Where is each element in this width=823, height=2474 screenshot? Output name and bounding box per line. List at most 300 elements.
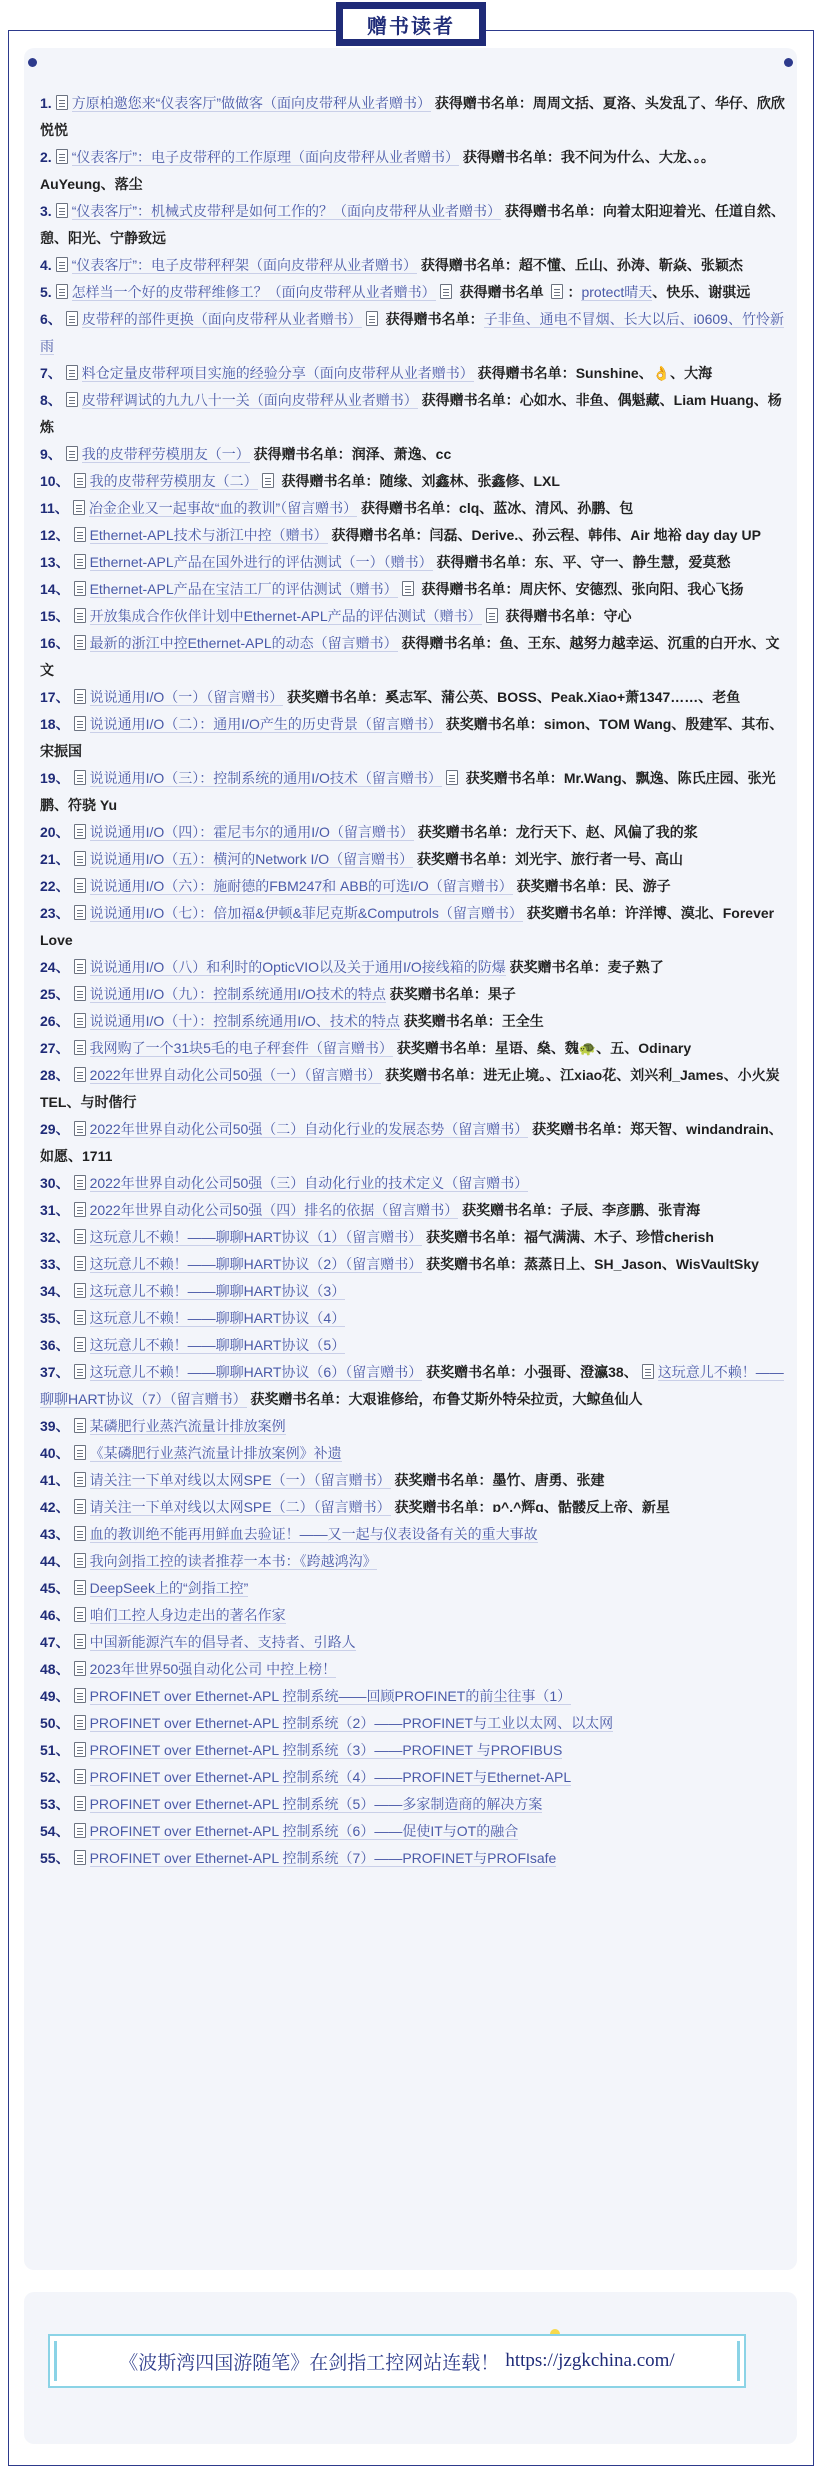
- document-icon: [74, 851, 86, 866]
- document-icon: [74, 1418, 86, 1433]
- list-item: [40, 1278, 787, 1305]
- list-item: [40, 1521, 787, 1548]
- winner-names: 王全生: [501, 1013, 544, 1029]
- list-item: [40, 1656, 787, 1683]
- list-item: [40, 441, 787, 468]
- item-number: 36、: [40, 1337, 70, 1353]
- list-item: [40, 603, 787, 630]
- item-number: 34、: [40, 1283, 70, 1299]
- document-icon: [446, 770, 458, 785]
- item-number: 46、: [40, 1607, 70, 1623]
- article-link[interactable]: 说说通用I/O（三）：控制系统的通用I/O技术（留言赠书）: [89, 770, 442, 786]
- article-link[interactable]: 血的教训绝不能再用鲜血去验证！——又一起与仪表设备有关的重大事故: [89, 1526, 538, 1542]
- winner-names: 刘光宇、旅行者一号、高山: [515, 851, 684, 867]
- list-item: [40, 1440, 787, 1467]
- item-number: 43、: [40, 1526, 70, 1542]
- winner-names: 、快乐、谢骐远: [652, 284, 751, 300]
- winner-names: 民、游子: [614, 878, 671, 894]
- item-number: 28、: [40, 1067, 70, 1083]
- winner-names: 周周文括、夏洛、头发乱了、华仔、欣欣悦悦: [40, 95, 785, 138]
- item-number: 49、: [40, 1688, 70, 1704]
- document-icon: [74, 1040, 86, 1055]
- winner-names: 周庆怀、安德烈、张向阳、我心飞扬: [519, 581, 744, 597]
- item-number: 12、: [40, 527, 70, 543]
- document-icon: [74, 1256, 86, 1271]
- document-icon: [74, 581, 86, 596]
- article-link[interactable]: 2022年世界自动化公司50强（二）自动化行业的发展态势（留言赠书）: [89, 1121, 529, 1137]
- reader-list-panel: [24, 48, 797, 2270]
- list-item: [40, 1710, 787, 1737]
- winner-names: 进无止境。、江xiao花、刘兴利_James、小火炭TEL、与时偕行: [40, 1067, 780, 1110]
- article-link[interactable]: PROFINET over Ethernet-APL 控制系统——回顾PROFINET的前尘往事（1）: [89, 1688, 572, 1704]
- article-link[interactable]: 2023年世界50强自动化公司 中控上榜！: [89, 1661, 337, 1677]
- list-item: [40, 630, 787, 684]
- list-item: [40, 765, 787, 819]
- winner-names: 星语、燊、魏🐢、五、Odinary: [494, 1040, 692, 1056]
- document-icon: [74, 1769, 86, 1784]
- article-link[interactable]: 我的皮带秤劳模朋友（一）: [81, 446, 250, 462]
- list-item: [40, 1359, 787, 1413]
- list-item: [40, 1305, 787, 1332]
- winner-names: Sunshine、👌、大海: [575, 365, 713, 381]
- article-link[interactable]: 说说通用I/O（六）：施耐德的FBM247和 ABB的可选I/O（留言赠书）: [89, 878, 513, 894]
- document-icon: [74, 1310, 86, 1325]
- list-item: [40, 684, 787, 711]
- item-number: 24、: [40, 959, 70, 975]
- winner-names: 小强哥、澄瀛38、: [524, 1364, 638, 1380]
- document-icon: [56, 284, 68, 299]
- winners-label: 获奖赠书名单：: [413, 851, 516, 867]
- article-link[interactable]: 咱们工控人身边走出的著名作家: [89, 1607, 286, 1623]
- list-item: [40, 1413, 787, 1440]
- item-number: 1.: [40, 95, 52, 111]
- winners-label: 获奖赠书名单：: [522, 905, 625, 921]
- article-link[interactable]: 说说通用I/O（五）：横河的Network I/O（留言赠书）: [89, 851, 414, 867]
- winners-label: ：: [567, 284, 582, 300]
- article-link[interactable]: Ethernet-APL产品在宝洁工厂的评估测试（赠书）: [89, 581, 398, 597]
- winners-label: 获得赠书名单：: [501, 203, 603, 219]
- winners-label: 获奖赠书名单：: [399, 1013, 502, 1029]
- document-icon: [74, 689, 86, 704]
- list-item: [40, 1224, 787, 1251]
- document-icon: [74, 635, 86, 650]
- document-icon: [486, 608, 498, 623]
- list-item: [40, 954, 787, 981]
- item-number: 48、: [40, 1661, 70, 1677]
- article-link[interactable]: 冶金企业又一起事故“血的教训”（留言赠书）: [88, 500, 358, 516]
- winners-label: 获奖赠书名单：: [422, 1229, 525, 1245]
- item-number: 52、: [40, 1769, 70, 1785]
- winners-label: 获得赠书名单：: [277, 473, 380, 489]
- article-link[interactable]: protect晴天: [581, 284, 653, 300]
- article-link[interactable]: PROFINET over Ethernet-APL 控制系统（7）——PROFINET与PROFIsafe: [89, 1850, 557, 1866]
- document-icon: [74, 1472, 86, 1487]
- winners-label: 获奖赠书名单：: [461, 770, 564, 786]
- item-number: 32、: [40, 1229, 70, 1245]
- list-item: [40, 576, 787, 603]
- document-icon: [74, 473, 86, 488]
- article-link[interactable]: 开放集成合作伙伴计划中Ethernet-APL产品的评估测试（赠书）: [89, 608, 482, 624]
- item-number: 35、: [40, 1310, 70, 1326]
- winner-names: 郑天智、windandrain、如愿、1711: [40, 1121, 783, 1164]
- item-number: 10、: [40, 473, 70, 489]
- winners-label: 获奖赠书名单：: [528, 1121, 631, 1137]
- list-item: [40, 1332, 787, 1359]
- item-number: 8、: [40, 392, 62, 408]
- article-link[interactable]: 说说通用I/O（一）（留言赠书）: [89, 689, 284, 705]
- list-item: [40, 1494, 787, 1521]
- winners-label: 获得赠书名单：: [501, 608, 604, 624]
- document-icon: [74, 1445, 86, 1460]
- article-link[interactable]: Ethernet-APL技术与浙江中控（赠书）: [89, 527, 328, 543]
- document-icon: [56, 203, 68, 218]
- article-link[interactable]: 皮带秤调试的九九八十一关（面向皮带秤从业者赠书）: [81, 392, 418, 408]
- article-link[interactable]: 方原柏邀您来“仪表客厅”做做客（面向皮带秤从业者赠书）: [71, 95, 432, 111]
- item-number: 19、: [40, 770, 70, 786]
- winners-label: 获得赠书名单：: [432, 554, 535, 570]
- document-icon: [74, 1742, 86, 1757]
- article-link[interactable]: “仪表客厅”：电子皮带秤秤架（面向皮带秤从业者赠书）: [71, 257, 418, 273]
- article-link[interactable]: 这玩意儿不赖！——聊聊HART协议（2）（留言赠书）: [89, 1256, 423, 1272]
- list-item: [40, 306, 787, 360]
- document-icon: [74, 1067, 86, 1082]
- item-number: 29、: [40, 1121, 70, 1137]
- article-link[interactable]: PROFINET over Ethernet-APL 控制系统（3）——PROFINET 与PROFIBUS: [89, 1742, 563, 1758]
- winner-names: 蒸蒸日上、SH_Jason、WisVaultSky: [524, 1256, 759, 1272]
- item-number: 27、: [40, 1040, 70, 1056]
- list-item: [40, 495, 787, 522]
- list-item: [40, 900, 787, 954]
- document-icon: [74, 608, 86, 623]
- footer-banner[interactable]: [48, 2334, 746, 2388]
- document-icon: [74, 1553, 86, 1568]
- list-item: [40, 1818, 787, 1845]
- winners-label: 获奖赠书名单：: [422, 1364, 525, 1380]
- winner-names: 东、平、守一、静生慧，爱莫愁: [534, 554, 731, 570]
- document-icon: [74, 1121, 86, 1136]
- document-icon: [74, 554, 86, 569]
- document-icon: [74, 716, 86, 731]
- item-number: 16、: [40, 635, 70, 651]
- document-icon: [74, 1634, 86, 1649]
- article-link[interactable]: Ethernet-APL产品在国外进行的评估测试（一）（赠书）: [89, 554, 433, 570]
- title-tab: [336, 2, 486, 46]
- list-item: [40, 819, 787, 846]
- article-link[interactable]: 说说通用I/O（九）：控制系统通用I/O技术的特点: [89, 986, 386, 1002]
- document-icon: [366, 311, 378, 326]
- list-item: [40, 1764, 787, 1791]
- document-icon: [402, 581, 414, 596]
- list-item: [40, 1575, 787, 1602]
- winners-label: 获得赠书名单：: [417, 581, 520, 597]
- document-icon: [56, 95, 68, 110]
- item-number: 44、: [40, 1553, 70, 1569]
- article-link[interactable]: PROFINET over Ethernet-APL 控制系统（2）——PROFINET与工业以太网、以太网: [89, 1715, 614, 1731]
- winners-label: 获奖赠书名单：: [246, 1391, 349, 1407]
- document-icon: [74, 1202, 86, 1217]
- winner-names: 墨竹、唐勇、张建: [492, 1472, 605, 1488]
- winners-label: 获奖赠书名单：: [283, 689, 386, 705]
- document-icon: [74, 1580, 86, 1595]
- item-number: 50、: [40, 1715, 70, 1731]
- list-item: [40, 846, 787, 873]
- item-number: 45、: [40, 1580, 70, 1596]
- item-number: 47、: [40, 1634, 70, 1650]
- winner-names: 果子: [487, 986, 516, 1002]
- article-link[interactable]: PROFINET over Ethernet-APL 控制系统（5）——多家制造商的解决方案: [89, 1796, 543, 1812]
- list-item: [40, 1737, 787, 1764]
- winners-label: 获奖赠书名单：: [512, 878, 615, 894]
- item-number: 26、: [40, 1013, 70, 1029]
- document-icon: [66, 365, 78, 380]
- list-item: [40, 1629, 787, 1656]
- list-item: [40, 1008, 787, 1035]
- document-icon: [66, 446, 78, 461]
- article-link[interactable]: 最新的浙江中控Ethernet-APL的动态（留言赠书）: [89, 635, 398, 651]
- document-icon: [56, 149, 68, 164]
- article-link[interactable]: 这玩意儿不赖！——聊聊HART协议（5）: [89, 1337, 346, 1353]
- article-link[interactable]: 请关注一下单对线以太网SPE（一）（留言赠书）: [89, 1472, 391, 1488]
- winner-names: Mr.Wang、飘逸、陈氏庄园、张光鹏、符骁 Yu: [40, 770, 776, 813]
- article-link[interactable]: 说说通用I/O（八）和利时的OpticVIO以及关于通用I/O接线箱的防爆: [89, 959, 506, 975]
- item-number: 54、: [40, 1823, 70, 1839]
- list-item: [40, 468, 787, 495]
- article-link[interactable]: 说说通用I/O（四）：霍尼韦尔的通用I/O（留言赠书）: [89, 824, 414, 840]
- winners-label: 获奖赠书名单：: [458, 1202, 561, 1218]
- winners-label: 获奖赠书名单：: [392, 1040, 495, 1056]
- document-icon: [74, 1688, 86, 1703]
- page-title: 赠书读者: [342, 8, 480, 40]
- article-link[interactable]: 这玩意儿不赖！——聊聊HART协议（6）（留言赠书）: [89, 1364, 423, 1380]
- item-number: 17、: [40, 689, 70, 705]
- document-icon: [66, 392, 78, 407]
- winner-names: ɒ^.^辉ɑ、骷髅反上帝、新星: [492, 1499, 670, 1515]
- list-item: [40, 873, 787, 900]
- document-icon: [74, 1850, 86, 1865]
- item-number: 3.: [40, 203, 52, 219]
- winners-label: 获得赠书名单：: [327, 527, 430, 543]
- document-icon: [74, 1796, 86, 1811]
- article-link[interactable]: 请关注一下单对线以太网SPE（二）（留言赠书）: [89, 1499, 391, 1515]
- item-number: 37、: [40, 1364, 70, 1380]
- winners-label: 获奖赠书名单：: [390, 1499, 493, 1515]
- article-link[interactable]: 某磷肥行业蒸汽流量计排放案例: [89, 1418, 286, 1434]
- item-number: 41、: [40, 1472, 70, 1488]
- item-number: 14、: [40, 581, 70, 597]
- article-link[interactable]: 这玩意儿不赖！——聊聊HART协议（1）（留言赠书）: [89, 1229, 423, 1245]
- list-item: [40, 1116, 787, 1170]
- list-item: [40, 90, 787, 144]
- item-number: 53、: [40, 1796, 70, 1812]
- article-link[interactable]: 皮带秤的部件更换（面向皮带秤从业者赠书）: [81, 311, 362, 327]
- article-link[interactable]: 这玩意儿不赖！——聊聊HART协议（3）: [89, 1283, 346, 1299]
- document-icon: [440, 284, 452, 299]
- list-item: [40, 198, 787, 252]
- article-link[interactable]: 中国新能源汽车的倡导者、支持者、引路人: [89, 1634, 356, 1650]
- article-link[interactable]: 这玩意儿不赖！——聊聊HART协议（7）（留言赠书）: [40, 1364, 784, 1407]
- winners-label: 获得赠书名单：: [417, 257, 519, 273]
- corner-dot: [28, 58, 37, 67]
- article-link[interactable]: 我的皮带秤劳模朋友（二）: [89, 473, 258, 489]
- winners-label: 获得赠书名单：: [473, 365, 576, 381]
- article-link[interactable]: “仪表客厅”：机械式皮带秤是如何工作的？（面向皮带秤从业者赠书）: [71, 203, 502, 219]
- footer-text: 《波斯湾四国游随笔》在剑指工控网站连载！: [119, 2352, 500, 2374]
- document-icon: [74, 959, 86, 974]
- item-number: 23、: [40, 905, 70, 921]
- winner-names: 龙行天下、赵、风偏了我的浆: [515, 824, 698, 840]
- document-icon: [66, 311, 78, 326]
- list-item: [40, 1197, 787, 1224]
- winner-names: 心如水、非鱼、偶魁藏、Liam Huang、杨炼: [40, 392, 782, 435]
- winner-names: 大艰谁修给，布鲁艾斯外特朵拉贡，大鲸鱼仙人: [348, 1391, 643, 1407]
- article-link[interactable]: 2022年世界自动化公司50强（四）排名的依据（留言赠书）: [89, 1202, 459, 1218]
- winners-label: 获得赠书名单：: [381, 311, 484, 327]
- winner-names: 随缘、刘鑫林、张鑫修、LXL: [379, 473, 560, 489]
- winner-names: 福气满满、木子、珍惜cherish: [524, 1229, 714, 1245]
- document-icon: [74, 1499, 86, 1514]
- document-icon: [74, 1526, 86, 1541]
- list-item: [40, 279, 787, 306]
- article-link[interactable]: 《某磷肥行业蒸汽流量计排放案例》补遗: [89, 1445, 342, 1461]
- item-number: 18、: [40, 716, 70, 732]
- winner-names: 奚志军、蒲公英、BOSS、Peak.Xiao+萧1347……、老鱼: [385, 689, 741, 705]
- winners-label: 获得赠书名单：: [249, 446, 352, 462]
- item-number: 11、: [40, 500, 69, 516]
- list-item: [40, 1251, 787, 1278]
- list-item: [40, 1602, 787, 1629]
- document-icon: [74, 1364, 86, 1379]
- winners-label: 获得赠书名单：: [417, 392, 520, 408]
- winner-names: 我不问为什么、大龙、。。AuYeung、落尘: [40, 149, 715, 192]
- item-number: 55、: [40, 1850, 70, 1866]
- winners-label: 获奖赠书名单：: [413, 824, 516, 840]
- winner-names: 超不懂、丘山、孙涛、靳焱、张颖杰: [518, 257, 743, 273]
- item-number: 13、: [40, 554, 70, 570]
- document-icon: [74, 1283, 86, 1298]
- list-item: [40, 549, 787, 576]
- document-icon: [74, 527, 86, 542]
- article-link[interactable]: 怎样当一个好的皮带秤维修工？（面向皮带秤从业者赠书）: [71, 284, 436, 300]
- item-number: 33、: [40, 1256, 70, 1272]
- winners-label: 获得赠书名单：: [431, 95, 533, 111]
- article-link[interactable]: PROFINET over Ethernet-APL 控制系统（4）——PROFINET与Ethernet-APL: [89, 1769, 572, 1785]
- document-icon: [74, 770, 86, 785]
- item-number: 39、: [40, 1418, 70, 1434]
- winner-names: clq、蓝冰、清风、孙鹏、包: [459, 500, 634, 516]
- item-number: 42、: [40, 1499, 70, 1515]
- document-icon: [642, 1364, 654, 1379]
- list-item: [40, 981, 787, 1008]
- winners-label: 获奖赠书名单：: [441, 716, 544, 732]
- article-link[interactable]: 料仓定量皮带秤项目实施的经验分享（面向皮带秤从业者赠书）: [81, 365, 474, 381]
- list-item: [40, 1548, 787, 1575]
- item-number: 21、: [40, 851, 70, 867]
- winners-label: 获得赠书名单：: [357, 500, 460, 516]
- item-number: 7、: [40, 365, 62, 381]
- list-item: [40, 522, 787, 549]
- list-item: [40, 387, 787, 441]
- document-icon: [74, 1607, 86, 1622]
- item-number: 4.: [40, 257, 52, 273]
- winners-label: 获得赠书名单: [455, 284, 548, 300]
- list-item: [40, 1791, 787, 1818]
- winner-names: 闫磊、Derive.、孙云程、韩伟、Air 地裕 day day UP: [429, 527, 761, 543]
- item-number: 22、: [40, 878, 70, 894]
- item-number: 2.: [40, 149, 52, 165]
- item-number: 25、: [40, 986, 70, 1002]
- document-icon: [551, 284, 563, 299]
- winners-label: 获得赠书名单：: [397, 635, 500, 651]
- winners-label: 获得赠书名单：: [459, 149, 561, 165]
- winners-label: 获奖赠书名单：: [385, 986, 488, 1002]
- winner-names: 许洋博、漠北、Forever Love: [40, 905, 775, 948]
- corner-dot: [784, 58, 793, 67]
- article-link[interactable]: 2022年世界自动化公司50强（三）自动化行业的技术定义（留言赠书）: [89, 1175, 529, 1191]
- item-number: 40、: [40, 1445, 70, 1461]
- list-item: [40, 144, 787, 198]
- winner-names: 鱼、王东、越努力越幸运、沉重的白开水、文文: [40, 635, 780, 678]
- winners-label: 获奖赠书名单：: [422, 1256, 525, 1272]
- article-link[interactable]: 我向剑指工控的读者推荐一本书：《跨越鸿沟》: [89, 1553, 377, 1569]
- document-icon: [74, 1823, 86, 1838]
- list-item: [40, 1035, 787, 1062]
- winners-label: 获奖赠书名单：: [505, 959, 608, 975]
- winner-names: 守心: [603, 608, 632, 624]
- winner-names: simon、TOM Wang、殷建军、其布、宋振国: [40, 716, 784, 759]
- reader-list: [40, 90, 787, 1872]
- article-link[interactable]: PROFINET over Ethernet-APL 控制系统（6）——促使IT与OT的融合: [89, 1823, 519, 1839]
- list-item: [40, 1170, 787, 1197]
- article-link[interactable]: 说说通用I/O（十）：控制系统通用I/O、技术的特点: [89, 1013, 400, 1029]
- article-link[interactable]: 2022年世界自动化公司50强（一）（留言赠书）: [89, 1067, 382, 1083]
- item-number: 5.: [40, 284, 52, 300]
- article-link[interactable]: DeepSeek上的“剑指工控”: [89, 1580, 249, 1596]
- winner-names: 润泽、萧逸、cc: [351, 446, 452, 462]
- article-link[interactable]: 说说通用I/O（二）：通用I/O产生的历史背景（留言赠书）: [89, 716, 442, 732]
- list-item: [40, 1845, 787, 1872]
- document-icon: [262, 473, 274, 488]
- winners-label: 获奖赠书名单：: [390, 1472, 493, 1488]
- winner-names: 向着太阳迎着光、任道自然、憩、阳光、宁静致远: [40, 203, 785, 246]
- document-icon: [74, 1715, 86, 1730]
- winner-names: 麦子熟了: [607, 959, 664, 975]
- document-icon: [73, 500, 85, 515]
- document-icon: [74, 878, 86, 893]
- list-item: [40, 1062, 787, 1116]
- document-icon: [74, 1661, 86, 1676]
- article-link[interactable]: 说说通用I/O（七）：倍加福&伊顿&菲尼克斯&Computrols（留言赠书）: [89, 905, 523, 921]
- document-icon: [74, 905, 86, 920]
- article-link[interactable]: “仪表客厅”：电子皮带秤的工作原理（面向皮带秤从业者赠书）: [71, 149, 460, 165]
- document-icon: [74, 1229, 86, 1244]
- article-link[interactable]: 这玩意儿不赖！——聊聊HART协议（4）: [89, 1310, 346, 1326]
- list-item: [40, 252, 787, 279]
- document-icon: [74, 824, 86, 839]
- document-icon: [74, 1175, 86, 1190]
- item-number: 9、: [40, 446, 62, 462]
- article-link[interactable]: 我网购了一个31块5毛的电子秤套件（留言赠书）: [89, 1040, 393, 1056]
- item-number: 6、: [40, 311, 62, 327]
- document-icon: [74, 986, 86, 1001]
- document-icon: [74, 1337, 86, 1352]
- article-link[interactable]: 子非鱼、通电不冒烟、长大以后、i0609、竹怜新雨: [40, 311, 784, 354]
- list-item: [40, 711, 787, 765]
- winners-label: 获奖赠书名单：: [381, 1067, 484, 1083]
- item-number: 15、: [40, 608, 70, 624]
- footer-url[interactable]: https://jzgkchina.com/: [505, 2350, 675, 2371]
- document-icon: [56, 257, 68, 272]
- item-number: 30、: [40, 1175, 70, 1191]
